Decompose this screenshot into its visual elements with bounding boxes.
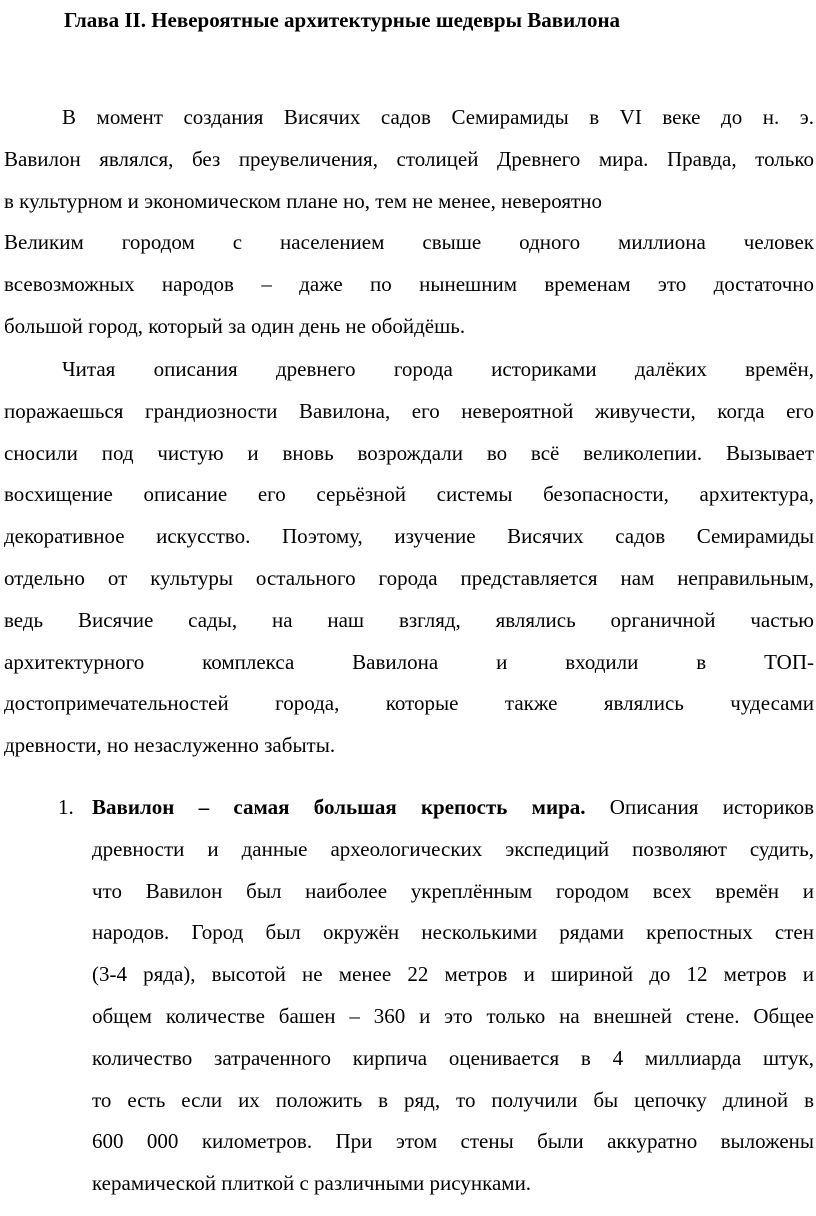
paragraph-line: декоративное искусство. Поэтому, изучение Висячих садов Семирамиды (4, 524, 814, 549)
list-item-first-line-rest: Описания историков (585, 795, 814, 819)
paragraph-line: Читая описания древнего города историками далёких времён, (62, 357, 814, 381)
list-item-line: (3-4 ряда), высотой не менее 22 метров и шириной до 12 метров и (92, 962, 814, 987)
paragraph-line: восхищение описание его серьёзной системы безопасности, архитектура, (4, 482, 814, 507)
paragraph-line: В момент создания Висячих садов Семирамиды в VI веке до н. э. (62, 105, 814, 129)
list-item-line: 600 000 километров. При этом стены были аккуратно выложены (92, 1129, 814, 1154)
list-item-line: керамической плиткой с различными рисунками. (92, 1171, 532, 1196)
list-item-number: 1. (58, 795, 74, 819)
paragraph-line: ведь Висячие сады, на наш взгляд, являлись органичной частью (4, 607, 814, 632)
list-item-line: то есть если их положить в ряд, то получили бы цепочку длиной в (92, 1087, 814, 1112)
paragraph-line: архитектурного комплекса Вавилона и входили в ТОП- (4, 649, 814, 674)
paragraph-line: сносили под чистую и вновь возрождали во всё великолепии. Вызывает (4, 440, 814, 465)
list-item-bold-lead: Вавилон – самая большая крепость мира. (92, 795, 586, 819)
paragraph-line: большой город, который за один день не обойдёшь. (4, 313, 466, 338)
numbered-list (58, 787, 814, 1205)
paragraph-line: древности, но незаслуженно забыты. (4, 733, 336, 758)
list-item-line: что Вавилон был наиболее укреплённым городом всех времён и (92, 878, 814, 903)
list-item-line: количество затраченного кирпича оценивается в 4 миллиарда штук, (92, 1045, 814, 1070)
list-item (58, 787, 814, 1205)
list-item-first-line (92, 787, 814, 829)
list-item-line: общем количестве башен – 360 и это только на внешней стене. Общее (92, 1003, 814, 1028)
paragraph-line: отдельно от культуры остального города представляется нам неправильным, (4, 565, 814, 590)
list-item-line: древности и данные археологических экспедиций позволяют судить, (92, 836, 814, 861)
paragraph-line: в культурном и экономическом плане но, тем не менее, невероятно (4, 188, 602, 213)
chapter-title: Глава II. Невероятные архитектурные шедевры Вавилона (64, 8, 621, 32)
list-item-line: народов. Город был окружён несколькими рядами крепостных стен (92, 920, 814, 945)
paragraph-intro (4, 97, 814, 348)
paragraph-line: Великим городом с населением свыше одного миллиона человек (4, 230, 814, 255)
paragraph-line: достопримечательностей города, которые также являлись чудесами (4, 691, 814, 716)
paragraph-line: всевозможных народов – даже по нынешним временам это достаточно (4, 272, 814, 297)
paragraph-descriptions (4, 349, 814, 767)
paragraph-line: поражаешься грандиозности Вавилона, его невероятной живучести, когда его (4, 398, 814, 423)
paragraph-line: Вавилон являлся, без преувеличения, столицей Древнего мира. Правда, только (4, 146, 814, 171)
